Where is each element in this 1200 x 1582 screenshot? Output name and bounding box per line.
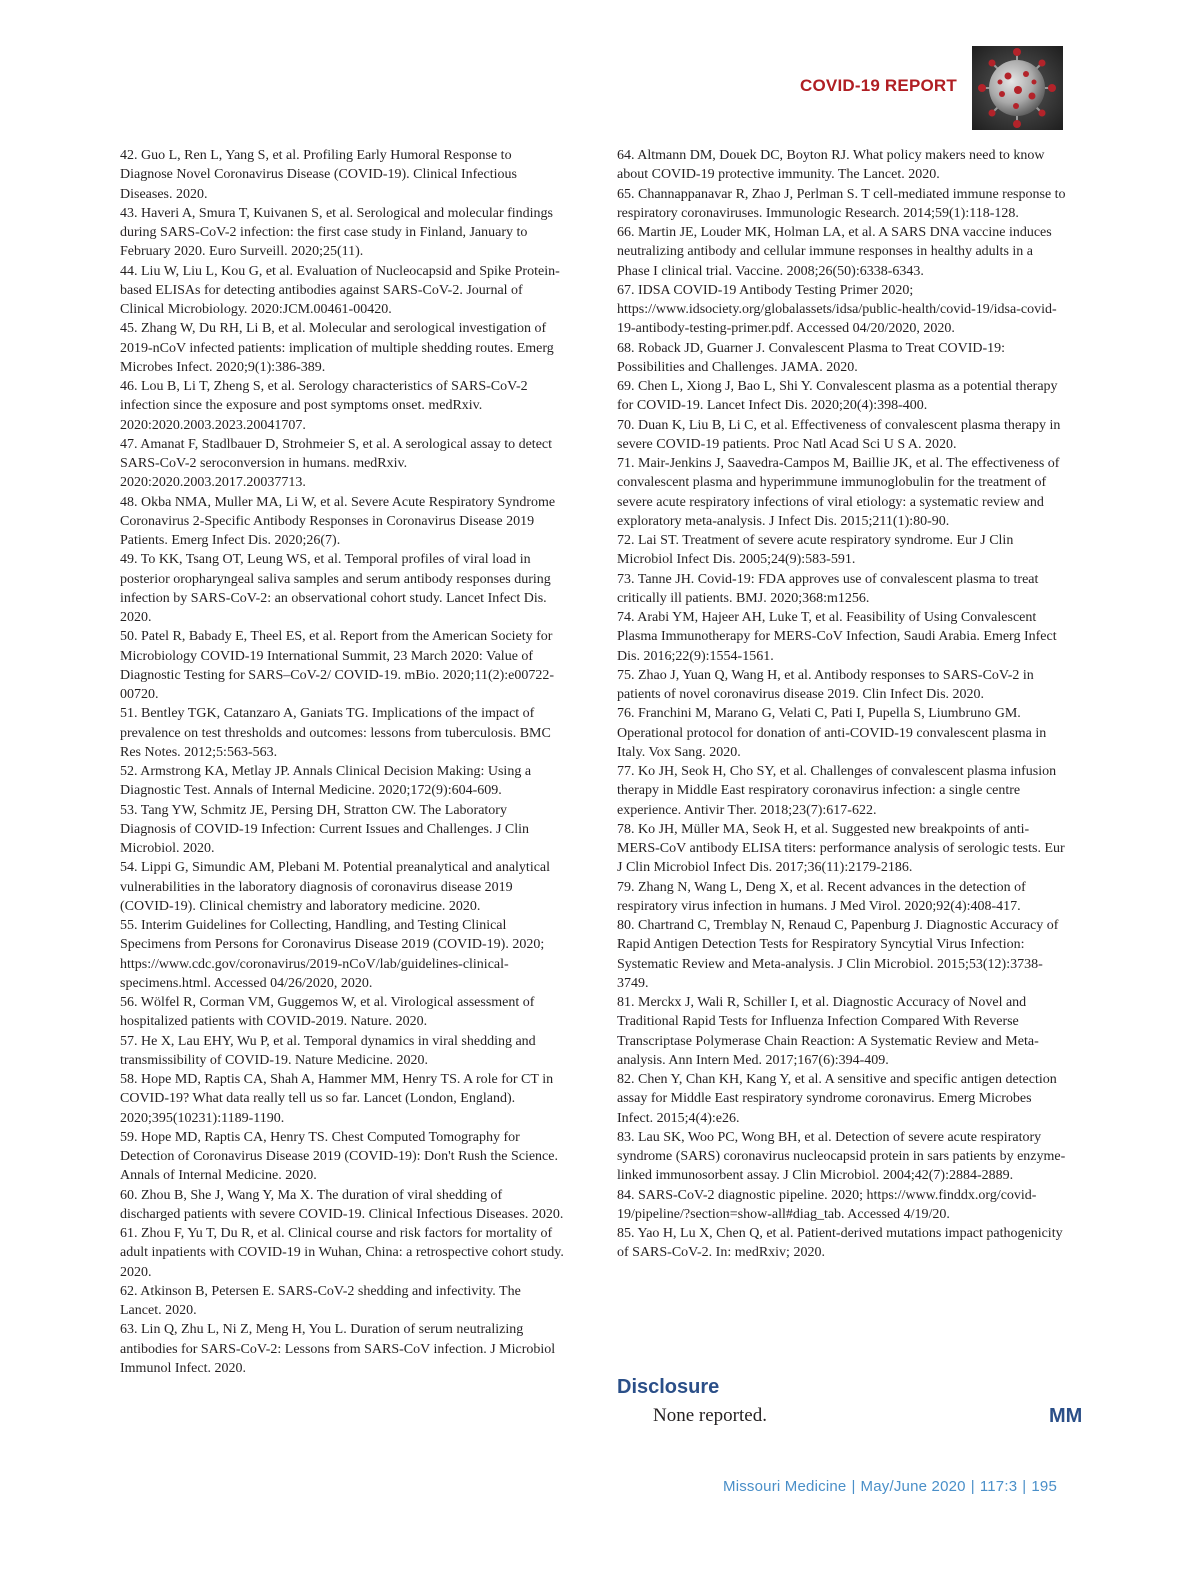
reference-entry: 50. Patel R, Babady E, Theel ES, et al. Report from the American Society for Microbiology COVID-19 International Summit, 23 March 2020: Value of Diagnostic Testing for SARS–CoV-2/ COVID-19. mBio. 2020;11(2):e00722-00720. [120,629,555,702]
reference-entry: 64. Altmann DM, Douek DC, Boyton RJ. What policy makers need to know about COVID-19 protective immunity. The Lancet. 2020. [617,148,1045,183]
coronavirus-illustration [972,46,1063,130]
reference-entry: 43. Haveri A, Smura T, Kuivanen S, et al. Serological and molecular findings during SARS-CoV-2 infection: the first case study in Finland, January to February 2020. Euro Surveill. 2020;25(11). [120,205,553,260]
reference-entry: 73. Tanne JH. Covid-19: FDA approves use of convalescent plasma to treat critically ill patients. BMJ. 2020;368:m1256. [617,571,1039,606]
reference-entry: 59. Hope MD, Raptis CA, Henry TS. Chest Computed Tomography for Detection of Coronavirus Disease 2019 (COVID-19): Don't Rush the Science. Annals of Internal Medicine. 2020. [120,1129,558,1184]
footer-separator: | [851,1478,856,1495]
reference-entry: 49. To KK, Tsang OT, Leung WS, et al. Temporal profiles of viral load in posterior oropharyngeal saliva samples and serum antibody responses during infection by SARS-CoV-2: an observational cohort study. Lancet Infect Dis. 2020. [120,552,551,625]
reference-entry: 54. Lippi G, Simundic AM, Plebani M. Potential preanalytical and analytical vulnerabilities in the laboratory diagnosis of coronavirus disease 2019 (COVID-19). Clinical chemistry and laboratory medicine. 2020. [120,860,551,914]
reference-entry: 47. Amanat F, Stadlbauer D, Strohmeier S, et al. A serological assay to detect SARS-CoV-2 seroconversion in humans. medRxiv. 2020:2020.2003.2017.20037713. [120,436,553,491]
reference-entry: 55. Interim Guidelines for Collecting, Handling, and Testing Clinical Specimens from Persons for Coronavirus Disease 2019 (COVID-19). 2020; https://www.cdc.gov/coronavirus/2019-nCoV/lab/guidelines-clinical-specimens.html. Accessed 04/26/2020, 2020. [120,918,545,991]
reference-entry: 57. He X, Lau EHY, Wu P, et al. Temporal dynamics in viral shedding and transmissibility of COVID-19. Nature Medicine. 2020. [120,1033,536,1068]
report-label: COVID-19 REPORT [800,76,957,95]
reference-entry: 46. Lou B, Li T, Zheng S, et al. Serology characteristics of SARS-CoV-2 infection since the exposure and post symptoms onset. medRxiv. 2020:2020.2003.2023.20041707. [120,379,528,433]
reference-entry: 72. Lai ST. Treatment of severe acute respiratory syndrome. Eur J Clin Microbiol Infect Dis. 2005;24(9):583-591. [617,533,1014,568]
end-mark: MM [1049,1405,1083,1427]
reference-entry: 45. Zhang W, Du RH, Li B, et al. Molecular and serological investigation of 2019-nCoV infected patients: implication of multiple shedding routes. Emerg Microbes Infect. 2020;9(1):386-389. [120,321,554,375]
reference-entry: 44. Liu W, Liu L, Kou G, et al. Evaluation of Nucleocapsid and Spike Protein-based ELISAs for detecting antibodies against SARS-CoV-2. Journal of Clinical Microbiology. 2020:JCM.00461-00420. [120,263,560,317]
reference-entry: 82. Chen Y, Chan KH, Kang Y, et al. A sensitive and specific antigen detection assay for Middle East respiratory syndrome coronavirus. Emerg Microbes Infect. 2015;4(4):e26. [617,1072,1057,1126]
reference-entry: 85. Yao H, Lu X, Chen Q, et al. Patient-derived mutations impact pathogenicity of SARS-CoV-2. In: medRxiv; 2020. [617,1226,1063,1261]
reference-entry: 83. Lau SK, Woo PC, Wong BH, et al. Detection of severe acute respiratory syndrome (SARS) coronavirus nucleocapsid protein in sars patients by enzyme-linked immunosorbent assay. J Clin Microbiol. 2004;42(7):2884-2889. [617,1129,1066,1184]
footer-separator: | [970,1478,975,1495]
footer-separator: | [1022,1478,1027,1495]
reference-entry: 65. Channappanavar R, Zhao J, Perlman S. T cell-mediated immune response to respiratory coronaviruses. Immunologic Research. 2014;59(1):118-128. [617,186,1066,221]
reference-entry: 77. Ko JH, Seok H, Cho SY, et al. Challenges of convalescent plasma infusion therapy in Middle East respiratory coronavirus infection: a single centre experience. Antivir Ther. 2018;23(7):617-622. [617,764,1057,818]
footer-page-number: 195 [1031,1478,1058,1495]
reference-entry: 79. Zhang N, Wang L, Deng X, et al. Recent advances in the detection of respiratory virus infection in humans. J Med Virol. 2020;92(4):408-417. [617,879,1026,914]
reference-entry: 80. Chartrand C, Tremblay N, Renaud C, Papenburg J. Diagnostic Accuracy of Rapid Antigen Detection Tests for Respiratory Syncytial Virus Infection: Systematic Review and Meta-analysis. J Clin Microbiol. 2015;53(12):3738-3749. [617,918,1059,991]
reference-entry: 63. Lin Q, Zhu L, Ni Z, Meng H, You L. Duration of serum neutralizing antibodies for SARS-CoV-2: Lessons from SARS-CoV infection. J Microbiol Immunol Infect. 2020. [120,1322,556,1376]
reference-entry: 60. Zhou B, She J, Wang Y, Ma X. The duration of viral shedding of discharged patients with severe COVID-19. Clinical Infectious Diseases. 2020. [120,1187,564,1222]
reference-entry: 74. Arabi YM, Hajeer AH, Luke T, et al. Feasibility of Using Convalescent Plasma Immunotherapy for MERS-CoV Infection, Saudi Arabia. Emerg Infect Dis. 2016;22(9):1554-1561. [617,610,1057,664]
reference-entry: 78. Ko JH, Müller MA, Seok H, et al. Suggested new breakpoints of anti-MERS-CoV antibody ELISA titers: performance analysis of serologic tests. Eur J Clin Microbiol Infect Dis. 2017;36(11):2179-2186. [617,821,1065,876]
reference-entry: 48. Okba NMA, Muller MA, Li W, et al. Severe Acute Respiratory Syndrome Coronavirus 2-Specific Antibody Responses in Coronavirus Disease 2019 Patients. Emerg Infect Dis. 2020;26(7). [120,494,556,548]
references-right-column [617,146,1067,1263]
reference-entry: 53. Tang YW, Schmitz JE, Persing DH, Stratton CW. The Laboratory Diagnosis of COVID-19 Infection: Current Issues and Challenges. J Clin Microbiol. 2020. [120,802,530,856]
reference-entry: 76. Franchini M, Marano G, Velati C, Pati I, Pupella S, Liumbruno GM. Operational protocol for donation of anti-COVID-19 convalescent plasma in Italy. Vox Sang. 2020. [617,706,1047,760]
reference-entry: 68. Roback JD, Guarner J. Convalescent Plasma to Treat COVID-19: Possibilities and Challenges. JAMA. 2020. [617,340,1006,375]
reference-entry: 62. Atkinson B, Petersen E. SARS-CoV-2 shedding and infectivity. The Lancet. 2020. [120,1283,521,1318]
reference-entry: 69. Chen L, Xiong J, Bao L, Shi Y. Convalescent plasma as a potential therapy for COVID-19. Lancet Infect Dis. 2020;20(4):398-400. [617,379,1058,414]
reference-entry: 81. Merckx J, Wali R, Schiller I, et al. Diagnostic Accuracy of Novel and Traditional Rapid Tests for Influenza Infection Compared With Reverse Transcriptase Polymerase Chain Reaction: A Systematic Review and Meta-analysis. Ann Intern Med. 2017;167(6):394-409. [617,995,1039,1068]
reference-entry: 84. SARS-CoV-2 diagnostic pipeline. 2020; https://www.finddx.org/covid-19/pipeline/?section=show-all#diag_tab. Accessed 4/19/20. [617,1187,1037,1222]
reference-entry: 56. Wölfel R, Corman VM, Guggemos W, et al. Virological assessment of hospitalized patients with COVID-2019. Nature. 2020. [120,995,535,1030]
reference-entry: 52. Armstrong KA, Metlay JP. Annals Clinical Decision Making: Using a Diagnostic Test. Annals of Internal Medicine. 2020;172(9):604-609. [120,764,532,799]
coronavirus-icon [972,46,1063,130]
reference-entry: 70. Duan K, Liu B, Li C, et al. Effectiveness of convalescent plasma therapy in severe COVID-19 patients. Proc Natl Acad Sci U S A. 2020. [617,417,1061,452]
reference-entry: 75. Zhao J, Yuan Q, Wang H, et al. Antibody responses to SARS-CoV-2 in patients of novel coronavirus disease 2019. Clin Infect Dis. 2020. [617,667,1034,702]
footer-journal: Missouri Medicine [723,1478,847,1495]
references-left-column [120,146,565,1378]
reference-entry: 42. Guo L, Ren L, Yang S, et al. Profiling Early Humoral Response to Diagnose Novel Coronavirus Disease (COVID-19). Clinical Infectious Diseases. 2020. [120,148,517,202]
reference-entry: 71. Mair-Jenkins J, Saavedra-Campos M, Baillie JK, et al. The effectiveness of convalescent plasma and hyperimmune immunoglobulin for the treatment of severe acute respiratory infections of viral etiology: a systematic review and exploratory meta-analysis. J Infect Dis. 2015;211(1):80-90. [617,456,1060,529]
footer-issue: May/June 2020 [860,1478,966,1495]
reference-entry: 67. IDSA COVID-19 Antibody Testing Primer 2020; https://www.idsociety.org/globalassets/idsa/public-health/covid-19/idsa-covid-19-antibody-testing-primer.pdf. Accessed 04/20/2020, 2020. [617,282,1057,337]
footer-volume: 117:3 [979,1478,1018,1495]
reference-entry: 61. Zhou F, Yu T, Du R, et al. Clinical course and risk factors for mortality of adult inpatients with COVID-19 in Wuhan, China: a retrospective cohort study. 2020. [120,1226,564,1280]
reference-entry: 51. Bentley TGK, Catanzaro A, Ganiats TG. Implications of the impact of prevalence on test thresholds and outcomes: lessons from tuberculosis. BMC Res Notes. 2012;5:563-563. [120,706,551,760]
page-footer [723,1478,1057,1495]
disclosure-heading: Disclosure [617,1376,720,1398]
reference-entry: 66. Martin JE, Louder MK, Holman LA, et al. A SARS DNA vaccine induces neutralizing antibody and cellular immune responses in healthy adults in a Phase I clinical trial. Vaccine. 2008;26(50):6338-6343. [617,225,1052,279]
reference-entry: 58. Hope MD, Raptis CA, Shah A, Hammer MM, Henry TS. A role for CT in COVID-19? What data really tell us so far. Lancet (London, England). 2020;395(10231):1189-1190. [120,1072,554,1126]
disclosure-text: None reported. [653,1405,767,1426]
